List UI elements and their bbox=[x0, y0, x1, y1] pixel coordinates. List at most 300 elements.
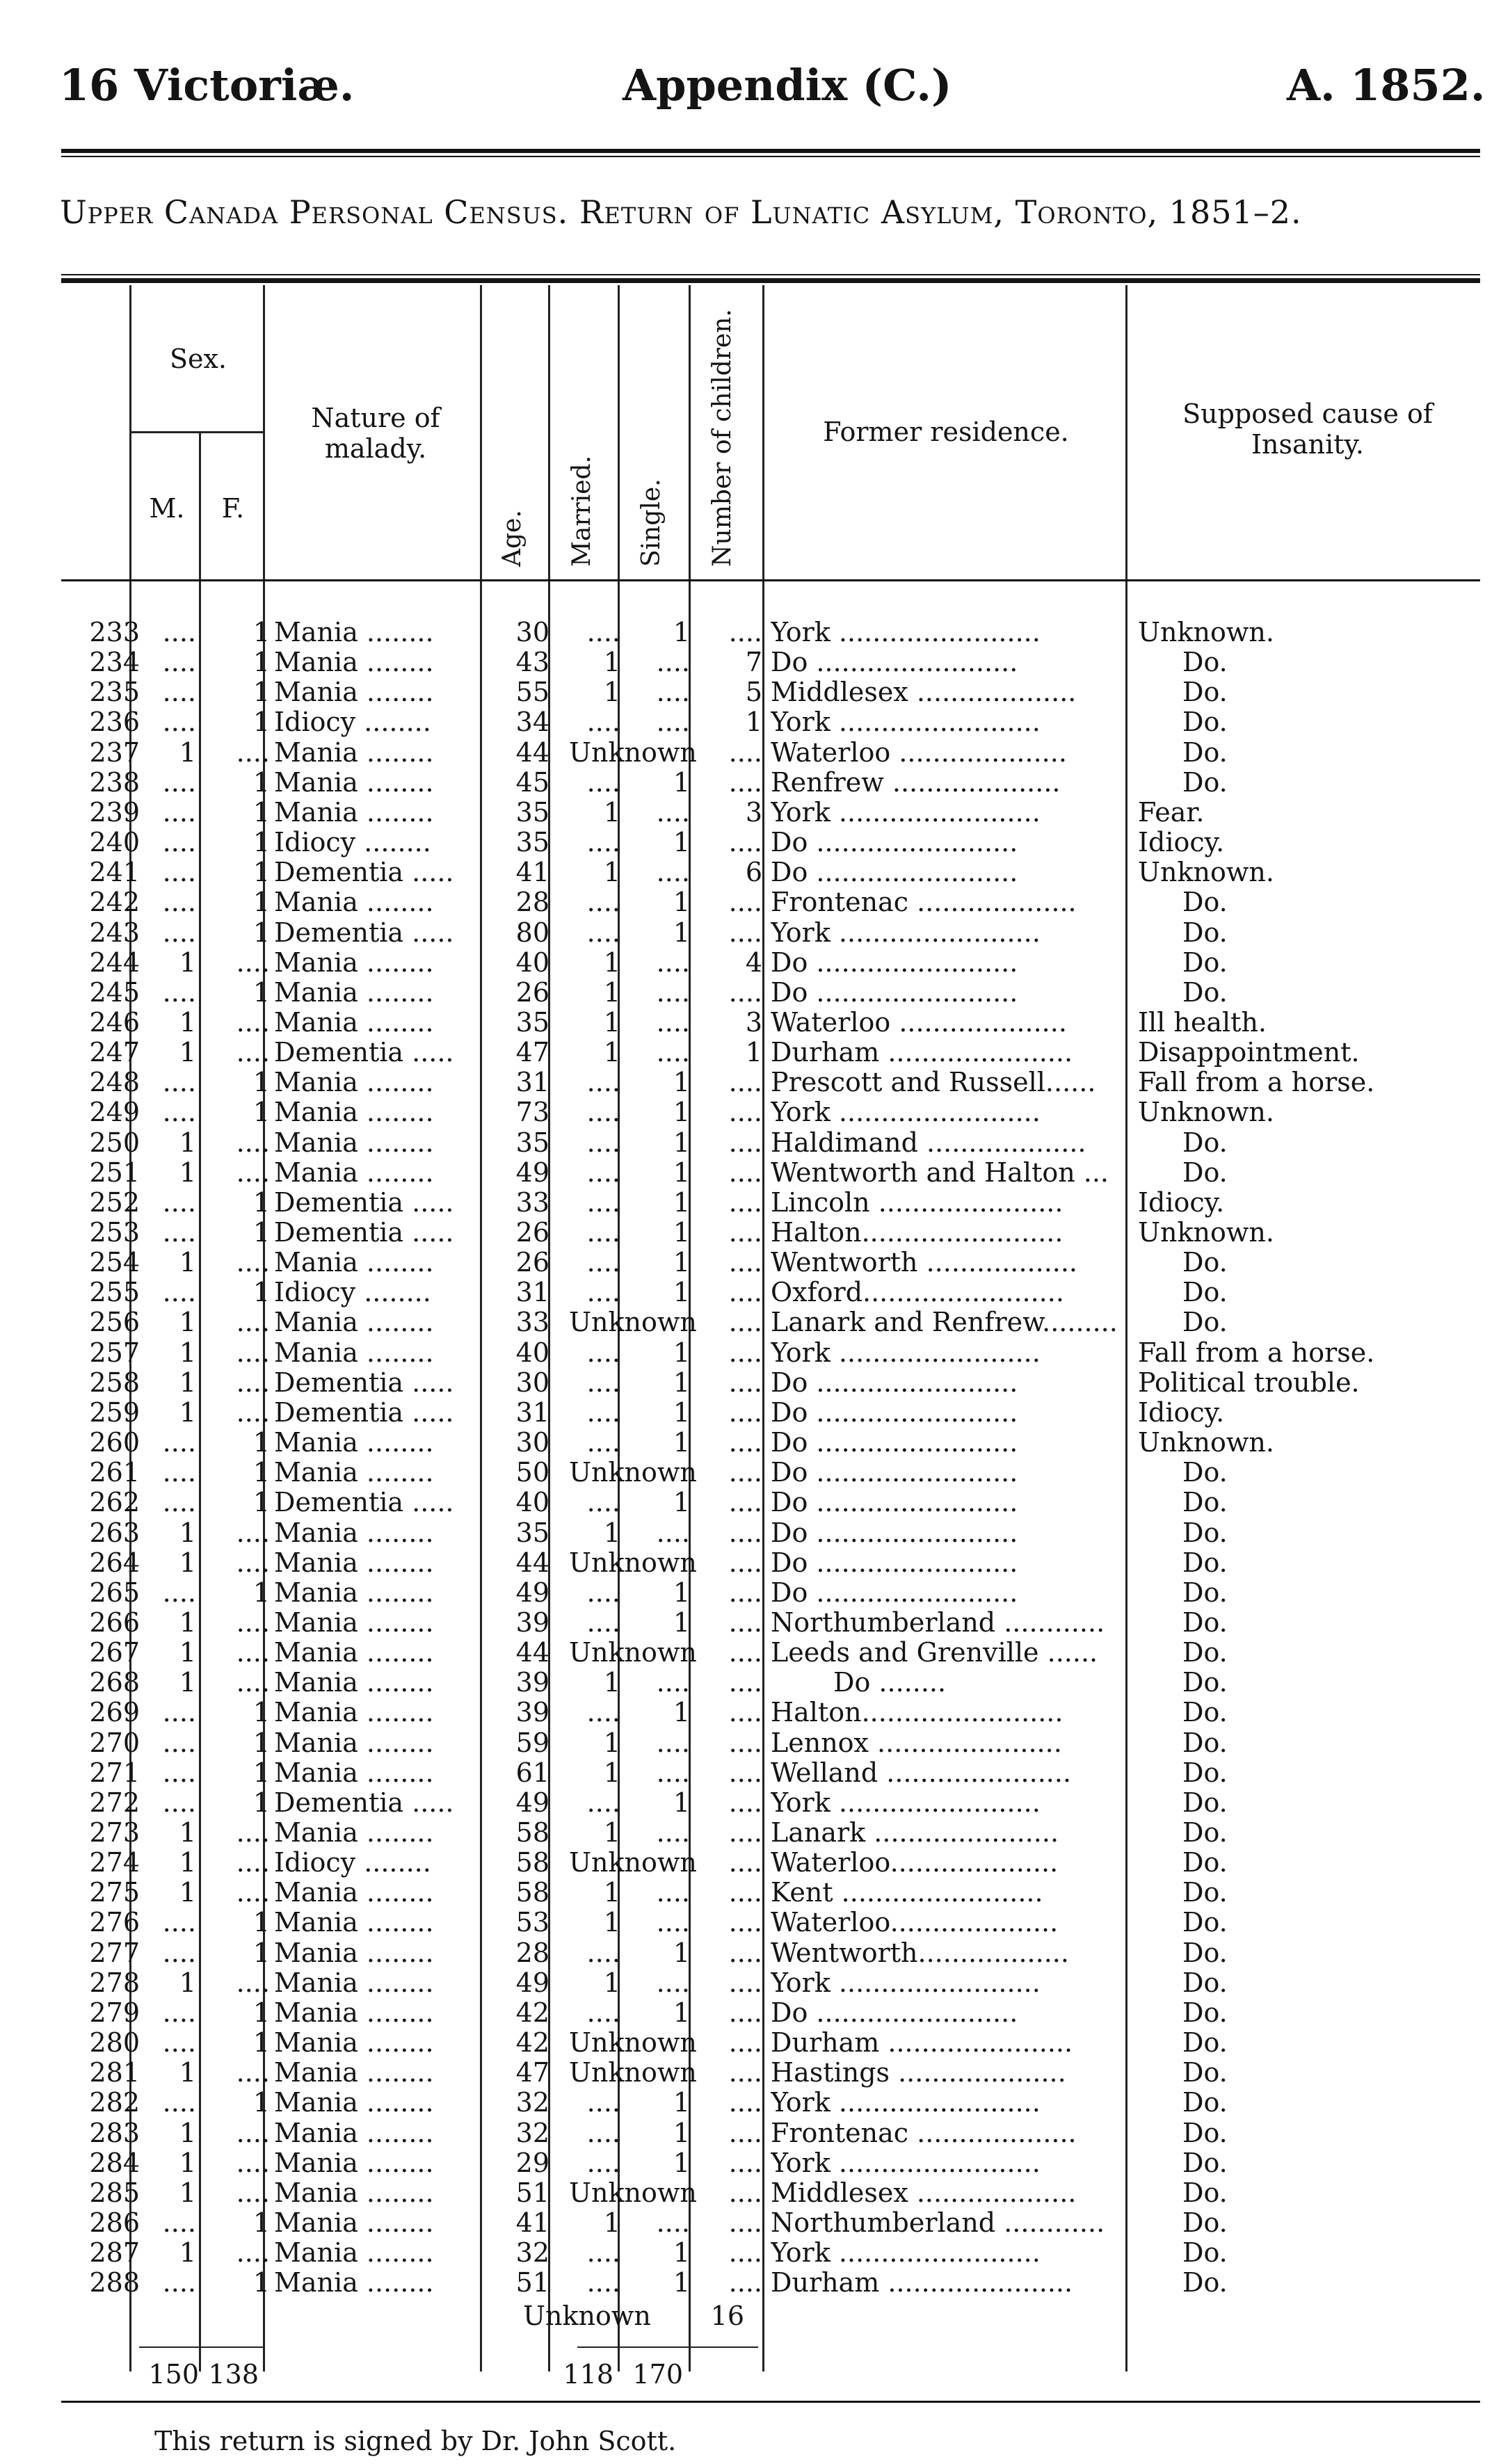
header-residence: Former residence. bbox=[823, 417, 1069, 447]
cell-residence: Do ........ bbox=[833, 1668, 947, 1698]
cell-age: 51 bbox=[515, 2268, 549, 2298]
cell-children: .... bbox=[728, 1097, 762, 1128]
cell-male: .... bbox=[162, 1458, 196, 1488]
cell-children: 4 bbox=[745, 947, 762, 978]
cell-single: 1 bbox=[673, 1787, 690, 1818]
cell-male: .... bbox=[162, 1577, 196, 1608]
cell-female: .... bbox=[236, 2058, 270, 2088]
cell-cause: Idiocy. bbox=[1138, 828, 1225, 858]
row-number: 236 bbox=[89, 707, 140, 738]
table-row bbox=[0, 2088, 1501, 2118]
cell-female: .... bbox=[236, 1848, 270, 1878]
row-number: 256 bbox=[89, 1307, 140, 1338]
cell-residence: Wentworth and Halton ... bbox=[771, 1157, 1109, 1188]
table-row bbox=[0, 828, 1501, 857]
cell-children: .... bbox=[728, 2177, 762, 2208]
cell-residence: Lincoln ...................... bbox=[771, 1187, 1063, 1218]
row-number: 251 bbox=[89, 1157, 140, 1188]
cell-cause: Fall from a horse. bbox=[1138, 1337, 1375, 1368]
cell-cause: Do. bbox=[1182, 1787, 1228, 1818]
cell-female: .... bbox=[236, 1337, 270, 1368]
header-appendix: Appendix (C.) bbox=[623, 60, 952, 111]
cell-single: .... bbox=[656, 947, 690, 978]
cell-age: 49 bbox=[515, 1577, 549, 1608]
header-cause: Supposed cause of Insanity. bbox=[1182, 398, 1433, 460]
cell-cause: Do. bbox=[1182, 1488, 1228, 1518]
cell-age: 55 bbox=[515, 677, 549, 708]
cell-female: .... bbox=[236, 2118, 270, 2148]
cell-male: 1 bbox=[179, 2058, 196, 2088]
cell-female: .... bbox=[236, 1367, 270, 1398]
cell-children: .... bbox=[728, 2268, 762, 2298]
cell-cause: Do. bbox=[1182, 1278, 1228, 1308]
totals-rule-sex bbox=[139, 2346, 264, 2348]
cell-cause: Do. bbox=[1182, 1728, 1228, 1758]
cell-children: .... bbox=[728, 1218, 762, 1248]
cell-malady: Mania ........ bbox=[274, 887, 434, 918]
cell-married: 1 bbox=[603, 677, 620, 708]
cell-female: 1 bbox=[252, 1757, 270, 1788]
cell-malady: Mania ........ bbox=[274, 1728, 434, 1758]
cell-residence: York ........................ bbox=[771, 707, 1041, 738]
cell-children: 1 bbox=[745, 1038, 762, 1068]
cell-female: 1 bbox=[252, 618, 270, 647]
cell-status-unknown: Unknown bbox=[569, 2177, 697, 2208]
cell-male: 1 bbox=[179, 1248, 196, 1278]
cell-female: .... bbox=[236, 1007, 270, 1038]
cell-single: 1 bbox=[673, 1488, 690, 1518]
row-number: 246 bbox=[89, 1007, 140, 1038]
signature-note: This return is signed by Dr. John Scott. bbox=[154, 2426, 677, 2456]
cell-cause: Do. bbox=[1182, 707, 1228, 738]
row-number: 273 bbox=[89, 1818, 140, 1848]
row-number: 234 bbox=[89, 647, 140, 678]
cell-female: 1 bbox=[252, 917, 270, 948]
cell-male: 1 bbox=[179, 1818, 196, 1848]
cell-female: .... bbox=[236, 737, 270, 768]
cell-male: .... bbox=[162, 1278, 196, 1308]
cell-age: 30 bbox=[515, 618, 549, 647]
cell-cause: Do. bbox=[1182, 767, 1228, 798]
cell-cause: Do. bbox=[1182, 2177, 1228, 2208]
row-number: 261 bbox=[89, 1458, 140, 1488]
cell-age: 31 bbox=[515, 1397, 549, 1428]
cell-female: 1 bbox=[252, 2207, 270, 2238]
cell-children: .... bbox=[728, 1668, 762, 1698]
cell-married: 1 bbox=[603, 1818, 620, 1848]
cell-male: 1 bbox=[179, 1547, 196, 1578]
table-row bbox=[0, 1338, 1501, 1368]
cell-female: .... bbox=[236, 2148, 270, 2178]
cell-single: 1 bbox=[673, 1097, 690, 1128]
cell-male: 1 bbox=[179, 1607, 196, 1638]
table-row bbox=[0, 647, 1501, 677]
cell-cause: Do. bbox=[1182, 1248, 1228, 1278]
cell-children: .... bbox=[728, 1787, 762, 1818]
row-number: 267 bbox=[89, 1638, 140, 1668]
cell-married: 1 bbox=[603, 797, 620, 828]
cell-status-unknown: Unknown bbox=[569, 1638, 697, 1668]
cell-male: .... bbox=[162, 977, 196, 1008]
cell-male: .... bbox=[162, 2088, 196, 2118]
cell-male: .... bbox=[162, 1997, 196, 2028]
row-number: 276 bbox=[89, 1908, 140, 1938]
cell-residence: York ........................ bbox=[771, 2088, 1041, 2118]
cell-residence: Halton........................ bbox=[771, 1698, 1063, 1728]
cell-age: 39 bbox=[515, 1668, 549, 1698]
row-number: 260 bbox=[89, 1428, 140, 1458]
cell-female: .... bbox=[236, 1818, 270, 1848]
cell-residence: Northumberland ............ bbox=[771, 1607, 1105, 1638]
cell-age: 45 bbox=[515, 767, 549, 798]
cell-male: .... bbox=[162, 707, 196, 738]
cell-malady: Mania ........ bbox=[274, 2028, 434, 2059]
row-number: 235 bbox=[89, 677, 140, 708]
cell-cause: Unknown. bbox=[1138, 1218, 1274, 1248]
row-number: 237 bbox=[89, 737, 140, 768]
cell-residence: Northumberland ............ bbox=[771, 2207, 1105, 2238]
cell-male: .... bbox=[162, 1908, 196, 1938]
table-row bbox=[0, 2148, 1501, 2178]
totals-rule-status bbox=[577, 2346, 758, 2348]
cell-married: 1 bbox=[603, 1668, 620, 1698]
cell-male: .... bbox=[162, 1428, 196, 1458]
cell-married: .... bbox=[586, 1157, 620, 1188]
cell-children: .... bbox=[728, 977, 762, 1008]
cell-age: 35 bbox=[515, 797, 549, 828]
cell-malady: Mania ........ bbox=[274, 2118, 434, 2148]
cell-married: .... bbox=[586, 1938, 620, 1968]
table-title: Upper Canada Personal Census. Return of Lunatic Asylum, Toronto, 1851–2. bbox=[60, 193, 1302, 231]
cell-married: .... bbox=[586, 1337, 620, 1368]
cell-age: 58 bbox=[515, 1878, 549, 1908]
cell-malady: Mania ........ bbox=[274, 618, 434, 647]
cell-children: .... bbox=[728, 1367, 762, 1398]
cell-age: 26 bbox=[515, 1218, 549, 1248]
row-number: 274 bbox=[89, 1848, 140, 1878]
row-number: 248 bbox=[89, 1068, 140, 1098]
cell-married: .... bbox=[586, 1997, 620, 2028]
cell-residence: York ........................ bbox=[771, 2148, 1041, 2178]
cell-age: 80 bbox=[515, 917, 549, 948]
cell-male: 1 bbox=[179, 1337, 196, 1368]
cell-age: 34 bbox=[515, 707, 549, 738]
cell-single: 1 bbox=[673, 1157, 690, 1188]
table-row bbox=[0, 1908, 1501, 1938]
cell-age: 43 bbox=[515, 647, 549, 678]
cell-malady: Mania ........ bbox=[274, 1517, 434, 1548]
cell-malady: Mania ........ bbox=[274, 2088, 434, 2118]
row-number: 288 bbox=[89, 2268, 140, 2298]
cell-female: 1 bbox=[252, 677, 270, 708]
cell-cause: Ill health. bbox=[1138, 1007, 1267, 1038]
cell-male: .... bbox=[162, 2028, 196, 2059]
header-male: M. bbox=[149, 493, 185, 524]
cell-married: .... bbox=[586, 828, 620, 858]
cell-male: 1 bbox=[179, 1397, 196, 1428]
cell-status-unknown: Unknown bbox=[569, 737, 697, 768]
total-male: 150 bbox=[148, 2359, 199, 2390]
header-children: Number of children. bbox=[708, 309, 737, 567]
cell-male: .... bbox=[162, 1068, 196, 1098]
table-row bbox=[0, 738, 1501, 768]
cell-malady: Idiocy ........ bbox=[274, 1278, 431, 1308]
cell-single: 1 bbox=[673, 767, 690, 798]
table-row bbox=[0, 1578, 1501, 1608]
cell-age: 49 bbox=[515, 1967, 549, 1998]
cell-female: 1 bbox=[252, 1488, 270, 1518]
cell-male: 1 bbox=[179, 1638, 196, 1668]
cell-married: .... bbox=[586, 2148, 620, 2178]
cell-single: 1 bbox=[673, 2268, 690, 2298]
table-row bbox=[0, 1218, 1501, 1248]
cell-single: .... bbox=[656, 1967, 690, 1998]
cell-malady: Mania ........ bbox=[274, 1818, 434, 1848]
cell-cause: Do. bbox=[1182, 1517, 1228, 1548]
cell-malady: Mania ........ bbox=[274, 1577, 434, 1608]
table-row bbox=[0, 1938, 1501, 1968]
cell-cause: Do. bbox=[1182, 2088, 1228, 2118]
cell-residence: Frontenac ................... bbox=[771, 2118, 1077, 2148]
cell-married: 1 bbox=[603, 1007, 620, 1038]
cell-single: .... bbox=[656, 1728, 690, 1758]
cell-cause: Political trouble. bbox=[1138, 1367, 1360, 1398]
cell-cause: Unknown. bbox=[1138, 618, 1274, 647]
cell-cause: Do. bbox=[1182, 1908, 1228, 1938]
cell-residence: Do ........................ bbox=[771, 857, 1018, 888]
cell-age: 42 bbox=[515, 1997, 549, 2028]
cell-malady: Mania ........ bbox=[274, 1337, 434, 1368]
cell-age: 41 bbox=[515, 857, 549, 888]
row-number: 245 bbox=[89, 977, 140, 1008]
cell-children: .... bbox=[728, 2207, 762, 2238]
row-number: 247 bbox=[89, 1038, 140, 1068]
cell-residence: Durham ...................... bbox=[771, 1038, 1073, 1068]
cell-male: 1 bbox=[179, 947, 196, 978]
cell-female: 1 bbox=[252, 707, 270, 738]
cell-children: .... bbox=[728, 1997, 762, 2028]
cell-malady: Mania ........ bbox=[274, 1698, 434, 1728]
cell-children: 6 bbox=[745, 857, 762, 888]
cell-children: .... bbox=[728, 2028, 762, 2059]
cell-malady: Dementia ..... bbox=[274, 1218, 454, 1248]
cell-male: .... bbox=[162, 1698, 196, 1728]
row-number: 257 bbox=[89, 1337, 140, 1368]
table-row bbox=[0, 1368, 1501, 1398]
cell-married: .... bbox=[586, 1367, 620, 1398]
cell-residence: York ........................ bbox=[771, 1337, 1041, 1368]
table-row bbox=[0, 1278, 1501, 1307]
cell-residence: Do ........................ bbox=[771, 647, 1018, 678]
cell-residence: Waterloo .................... bbox=[771, 737, 1067, 768]
cell-male: .... bbox=[162, 677, 196, 708]
header-single: Single. bbox=[637, 478, 666, 567]
cell-malady: Mania ........ bbox=[274, 737, 434, 768]
cell-married: 1 bbox=[603, 1878, 620, 1908]
cell-malady: Mania ........ bbox=[274, 767, 434, 798]
cell-malady: Mania ........ bbox=[274, 1997, 434, 2028]
cell-single: 1 bbox=[673, 1248, 690, 1278]
cell-residence: Do ........................ bbox=[771, 1428, 1018, 1458]
table-row bbox=[0, 1307, 1501, 1337]
row-number: 281 bbox=[89, 2058, 140, 2088]
table-row bbox=[0, 1518, 1501, 1548]
cell-malady: Idiocy ........ bbox=[274, 707, 431, 738]
cell-female: 1 bbox=[252, 1908, 270, 1938]
cell-female: .... bbox=[236, 1668, 270, 1698]
cell-malady: Dementia ..... bbox=[274, 1488, 454, 1518]
cell-cause: Fall from a horse. bbox=[1138, 1068, 1375, 1098]
cell-cause: Do. bbox=[1182, 1997, 1228, 2028]
cell-female: .... bbox=[236, 1878, 270, 1908]
cell-age: 39 bbox=[515, 1607, 549, 1638]
cell-age: 31 bbox=[515, 1278, 549, 1308]
row-number: 284 bbox=[89, 2148, 140, 2178]
cell-cause: Do. bbox=[1182, 2268, 1228, 2298]
cell-malady: Mania ........ bbox=[274, 947, 434, 978]
cell-single: 1 bbox=[673, 1607, 690, 1638]
cell-age: 49 bbox=[515, 1787, 549, 1818]
cell-married: .... bbox=[586, 1428, 620, 1458]
cell-malady: Mania ........ bbox=[274, 1248, 434, 1278]
cell-children: .... bbox=[728, 1517, 762, 1548]
cell-age: 44 bbox=[515, 737, 549, 768]
cell-married: .... bbox=[586, 1248, 620, 1278]
row-number: 266 bbox=[89, 1607, 140, 1638]
cell-children: .... bbox=[728, 618, 762, 647]
cell-age: 32 bbox=[515, 2238, 549, 2269]
table-row bbox=[0, 1008, 1501, 1038]
cell-cause: Idiocy. bbox=[1138, 1187, 1225, 1218]
cell-malady: Mania ........ bbox=[274, 1428, 434, 1458]
cell-age: 26 bbox=[515, 1248, 549, 1278]
cell-residence: Hastings .................... bbox=[771, 2058, 1066, 2088]
table-row bbox=[0, 1428, 1501, 1458]
cell-malady: Mania ........ bbox=[274, 1938, 434, 1968]
cell-children: .... bbox=[728, 1938, 762, 1968]
cell-age: 51 bbox=[515, 2177, 549, 2208]
row-number: 241 bbox=[89, 857, 140, 888]
cell-age: 44 bbox=[515, 1638, 549, 1668]
cell-residence: Welland ...................... bbox=[771, 1757, 1072, 1788]
cell-children: .... bbox=[728, 1848, 762, 1878]
table-row bbox=[0, 978, 1501, 1008]
cell-single: 1 bbox=[673, 828, 690, 858]
cell-single: .... bbox=[656, 1818, 690, 1848]
cell-female: 1 bbox=[252, 1938, 270, 1968]
cell-female: .... bbox=[236, 1248, 270, 1278]
cell-married: .... bbox=[586, 1488, 620, 1518]
cell-children: .... bbox=[728, 767, 762, 798]
cell-male: 1 bbox=[179, 1848, 196, 1878]
cell-female: .... bbox=[236, 1607, 270, 1638]
table-row bbox=[0, 768, 1501, 798]
table-row bbox=[0, 2058, 1501, 2088]
table-row bbox=[0, 798, 1501, 828]
cell-married: .... bbox=[586, 1397, 620, 1428]
table-row bbox=[0, 857, 1501, 887]
cell-age: 47 bbox=[515, 1038, 549, 1068]
cell-residence: Durham ...................... bbox=[771, 2028, 1073, 2059]
cell-cause: Unknown. bbox=[1138, 1428, 1274, 1458]
cell-children: .... bbox=[728, 2148, 762, 2178]
cell-children: 1 bbox=[745, 707, 762, 738]
cell-male: 1 bbox=[179, 2148, 196, 2178]
cell-residence: Do ........................ bbox=[771, 1577, 1018, 1608]
header-bottom-rule bbox=[61, 579, 1480, 581]
row-number: 253 bbox=[89, 1218, 140, 1248]
cell-married: .... bbox=[586, 1187, 620, 1218]
cell-female: .... bbox=[236, 2177, 270, 2208]
cell-children: .... bbox=[728, 1607, 762, 1638]
cell-single: .... bbox=[656, 647, 690, 678]
cell-residence: Lanark ...................... bbox=[771, 1818, 1059, 1848]
cell-single: 1 bbox=[673, 1698, 690, 1728]
cell-malady: Dementia ..... bbox=[274, 1397, 454, 1428]
cell-age: 58 bbox=[515, 1818, 549, 1848]
cell-children: .... bbox=[728, 1577, 762, 1608]
row-number: 262 bbox=[89, 1488, 140, 1518]
cell-age: 40 bbox=[515, 1337, 549, 1368]
cell-residence: Lanark and Renfrew......... bbox=[771, 1307, 1118, 1338]
header-female: F. bbox=[221, 493, 245, 524]
row-number: 265 bbox=[89, 1577, 140, 1608]
table-row bbox=[0, 1638, 1501, 1668]
cell-single: 1 bbox=[673, 1938, 690, 1968]
cell-children: 5 bbox=[745, 677, 762, 708]
cell-married: 1 bbox=[603, 1908, 620, 1938]
cell-married: .... bbox=[586, 2268, 620, 2298]
cell-female: 1 bbox=[252, 1458, 270, 1488]
row-number: 244 bbox=[89, 947, 140, 978]
cell-married: .... bbox=[586, 1787, 620, 1818]
row-number: 233 bbox=[89, 618, 140, 647]
cell-malady: Idiocy ........ bbox=[274, 828, 431, 858]
cell-cause: Do. bbox=[1182, 1607, 1228, 1638]
cell-residence: Durham ...................... bbox=[771, 2268, 1073, 2298]
row-number: 271 bbox=[89, 1757, 140, 1788]
cell-male: 1 bbox=[179, 1007, 196, 1038]
cell-children: .... bbox=[728, 1908, 762, 1938]
cell-age: 28 bbox=[515, 887, 549, 918]
cell-children: .... bbox=[728, 1127, 762, 1158]
cell-male: 1 bbox=[179, 2177, 196, 2208]
cell-residence: Halton........................ bbox=[771, 1218, 1063, 1248]
cell-residence: Do ........................ bbox=[771, 1367, 1018, 1398]
cell-malady: Mania ........ bbox=[274, 2207, 434, 2238]
cell-children: .... bbox=[728, 1547, 762, 1578]
row-number: 287 bbox=[89, 2238, 140, 2269]
cell-female: 1 bbox=[252, 797, 270, 828]
cell-female: 1 bbox=[252, 1728, 270, 1758]
cell-single: 1 bbox=[673, 1068, 690, 1098]
cell-age: 59 bbox=[515, 1728, 549, 1758]
cell-malady: Mania ........ bbox=[274, 1878, 434, 1908]
cell-female: 1 bbox=[252, 1997, 270, 2028]
cell-children: .... bbox=[728, 1068, 762, 1098]
header-married: Married. bbox=[568, 455, 596, 567]
cell-malady: Mania ........ bbox=[274, 2148, 434, 2178]
cell-children: .... bbox=[728, 2088, 762, 2118]
cell-single: .... bbox=[656, 1908, 690, 1938]
cell-female: 1 bbox=[252, 1097, 270, 1128]
cell-male: 1 bbox=[179, 1157, 196, 1188]
cell-residence: York ........................ bbox=[771, 618, 1041, 647]
cell-children: 7 bbox=[745, 647, 762, 678]
table-row bbox=[0, 1698, 1501, 1728]
cell-single: 1 bbox=[673, 1218, 690, 1248]
cell-malady: Mania ........ bbox=[274, 2268, 434, 2298]
